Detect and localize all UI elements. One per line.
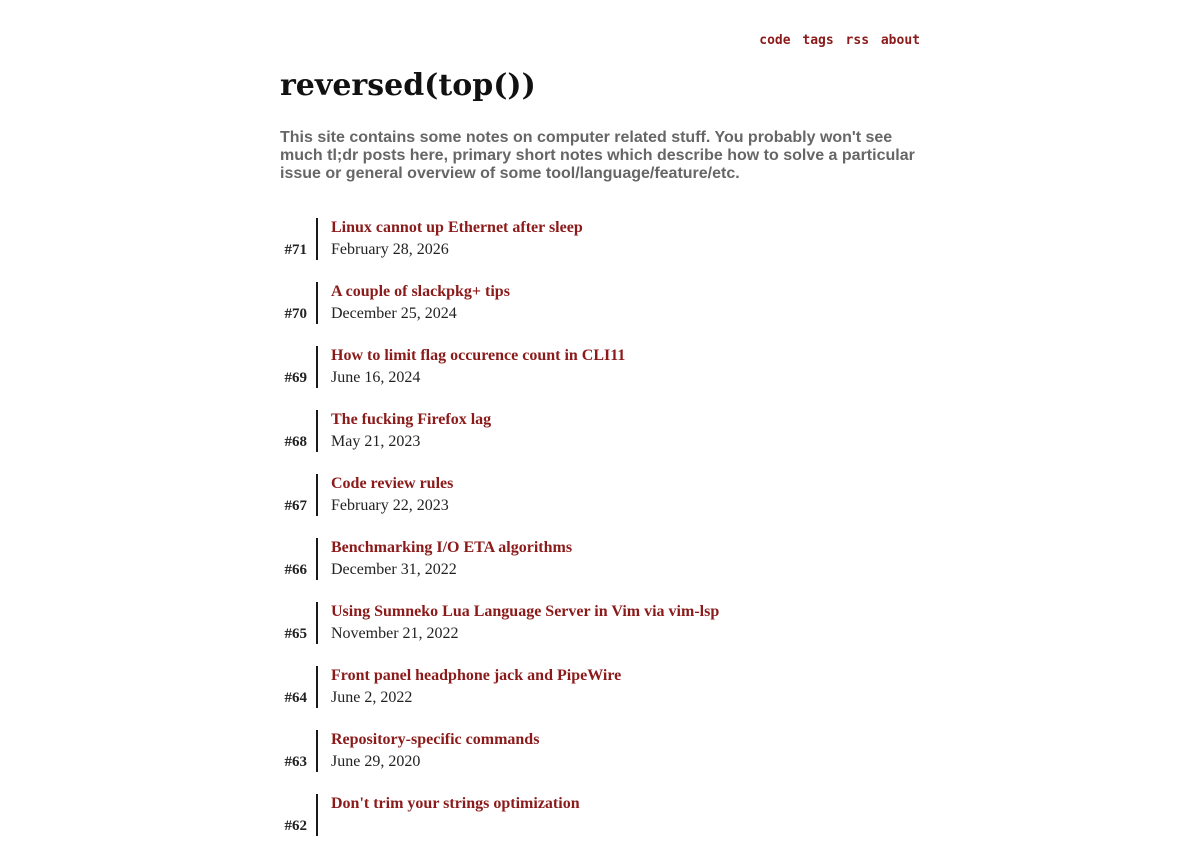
post-title-link[interactable]: Repository-specific commands (331, 731, 540, 748)
post-divider (316, 730, 318, 772)
list-item (280, 730, 920, 772)
post-divider (316, 474, 318, 516)
list-item (280, 218, 920, 260)
post-number: #70 (284, 306, 307, 322)
post-divider (316, 218, 318, 260)
list-item (280, 666, 920, 708)
post-number: #63 (284, 754, 307, 770)
post-title-link[interactable]: Code review rules (331, 475, 454, 492)
post-date: December 31, 2022 (331, 561, 457, 578)
post-title-link[interactable]: Front panel headphone jack and PipeWire (331, 667, 622, 684)
post-date: February 22, 2023 (331, 497, 449, 514)
post-date: December 25, 2024 (331, 305, 457, 322)
nav-link-about[interactable]: about (880, 33, 920, 48)
post-number: #68 (284, 434, 307, 450)
post-number: #69 (284, 370, 307, 386)
list-item (280, 410, 920, 452)
list-item (280, 282, 920, 324)
post-number: #66 (284, 562, 307, 578)
post-divider (316, 666, 318, 708)
post-number: #64 (284, 690, 307, 706)
post-date: February 28, 2026 (331, 241, 449, 258)
post-date: November 21, 2022 (331, 625, 459, 642)
nav-link-rss[interactable]: rss (845, 33, 870, 48)
post-date: June 16, 2024 (331, 369, 421, 386)
post-title-link[interactable]: Benchmarking I/O ETA algorithms (331, 539, 573, 556)
post-title-link[interactable]: Using Sumneko Lua Language Server in Vim via vim-lsp (331, 603, 720, 620)
nav-link-code[interactable]: code (759, 33, 791, 48)
post-number: #67 (284, 498, 307, 514)
post-list (280, 218, 920, 858)
post-divider (316, 794, 318, 836)
site-title[interactable]: reversed(top()) (280, 68, 536, 103)
top-navigation (755, 33, 920, 49)
post-divider (316, 538, 318, 580)
site-intro: This site contains some notes on computer related stuff. You probably won't see much tl;dr posts here, primary short notes which describe how to solve a particular issue or general overview of some tool/language/feature/etc. (280, 129, 915, 182)
list-item (280, 538, 920, 580)
post-title-link[interactable]: The fucking Firefox lag (331, 411, 492, 428)
post-divider (316, 346, 318, 388)
post-date: June 29, 2020 (331, 753, 421, 770)
post-date: June 2, 2022 (331, 689, 413, 706)
list-item (280, 474, 920, 516)
post-title-link[interactable]: How to limit flag occurence count in CLI11 (331, 347, 626, 364)
list-item (280, 346, 920, 388)
post-title-link[interactable]: Don't trim your strings optimization (331, 795, 580, 812)
post-divider (316, 410, 318, 452)
list-item (280, 602, 920, 644)
post-number: #71 (284, 242, 307, 258)
post-number: #65 (284, 626, 307, 642)
nav-link-tags[interactable]: tags (802, 33, 834, 48)
post-title-link[interactable]: Linux cannot up Ethernet after sleep (331, 219, 583, 236)
post-title-link[interactable]: A couple of slackpkg+ tips (331, 283, 510, 300)
post-date: May 21, 2023 (331, 433, 421, 450)
list-item (280, 794, 920, 836)
post-number: #62 (284, 818, 307, 834)
post-divider (316, 282, 318, 324)
post-divider (316, 602, 318, 644)
